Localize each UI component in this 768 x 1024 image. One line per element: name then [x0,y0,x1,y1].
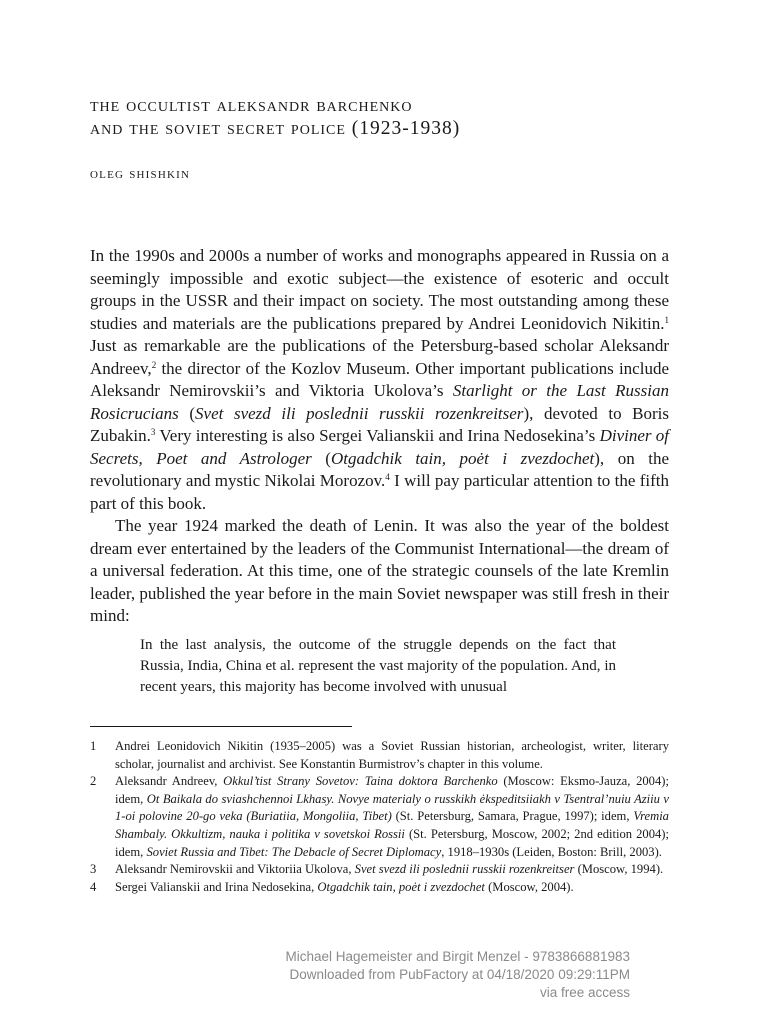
paragraph-2: The year 1924 marked the death of Lenin. It was also the year of the boldest dream ever entertained by the leaders of the Communist International—the dream of a universal federation. At this time, one of the strategic counsels of the late Kremlin leader, published the year before in the main Soviet newspaper was still fresh in their mind: [90,516,669,625]
footnote-text: (Moscow, 2004). [484,879,574,894]
footnote-number: 1 [90,739,97,753]
footnote-2 [90,773,669,861]
footnote-ref-1[interactable]: 1 [664,314,669,325]
download-line-2: Downloaded from PubFactory at 04/18/2020 09:29:11PM [289,967,630,982]
paragraph-1-text: I will pay particular attention to the fifth part of this book. [90,471,670,513]
author-name: oleg shishkin [90,165,191,182]
paragraph-1-text: ( [178,403,196,423]
footnote-book-title: Soviet Russia and Tibet: The Debacle of Secret Diplomacy [146,844,442,859]
download-line-3: via free access [539,985,630,1000]
footnote-text: Andrei Leonidovich Nikitin (1935–2005) was a Soviet Russian historian, archeologist, writer, literary scholar, journalist and archivist. See Konstantin Burmistrov’s chapter in this volume. [115,739,669,771]
footnote-text: (St. Petersburg, Moscow, 2002; 2nd edition 2004); idem, [115,826,670,859]
footnote-text: (Moscow, 1994). [574,862,664,877]
block-quote: In the last analysis, the outcome of the struggle depends on the fact that Russia, India, China et al. represent the vast majority of the population. And, in recent years, this majority has become involved with unusual [140,637,616,695]
footnote-text: Aleksandr Andreev, [115,774,224,789]
paragraph-1 [90,245,669,515]
book-title-starlight: Starlight or the Last Russian Rosicrucians [90,381,669,423]
footnote-number: 4 [90,879,97,894]
paragraph-1-text: Very interesting is also Sergei Valianskii and Irina Nedosekina’s [155,426,600,445]
download-watermark [286,948,630,1002]
article-title [90,94,690,140]
body-text [90,245,669,628]
footnote-text: Sergei Valianskii and Irina Nedosekina, [115,879,318,894]
book-title-diviner: Diviner of Secrets, Poet and Astrologer [90,426,669,468]
footnote-book-title: Svet svezd ili poslednii russkii rozenkreitser [354,862,575,877]
footnote-book-title: Vremia Shambaly. Okkultizm, nauka i politika v sovetskoi Rossii [115,809,669,841]
footnote-ref-4[interactable]: 4 [385,472,390,482]
paragraph-1-text: the director of the Kozlov Museum. Other important publications include Aleksandr Nemirovskii’s and Viktoria Ukolova’s [90,358,669,400]
footnote-ref-2[interactable]: 2 [151,359,157,370]
paragraph-1-text: ( [311,448,331,468]
title-line-2: and the soviet secret police (1923-1938) [90,118,461,139]
footnote-ref-3[interactable]: 3 [150,427,156,437]
footnote-4 [90,879,669,897]
footnote-number: 2 [90,774,97,789]
book-title-otgadchik: Otgadchik tain, poėt i zvezdochet [330,448,595,468]
book-title-svet-svezd: Svet svezd ili poslednii russkii rozenkreitser [195,403,524,423]
footnote-book-title: Okkul’tist Strany Sovetov: Taina doktora Barchenko [223,774,498,789]
footnote-text: , 1918–1930s (Leiden, Boston: Brill, 2003). [441,844,662,859]
footnote-text: Aleksandr Nemirovskii and Viktoriia Ukolova, [115,862,355,877]
footnote-3 [90,861,669,879]
title-line-1: the occultist aleksandr barchenko [90,95,413,116]
footnote-text: (Moscow: Eksmo-Jauza, 2004); idem, [115,774,669,806]
paragraph-1-text: In the 1990s and 2000s a number of works and monographs appeared in Russia on a seemingly impossible and exotic subject—the existence of esoteric and occult groups in the USSR and their impact on society. The most outstanding among these studies and materials are the publications prepared by Andrei Leonidovich Nikitin. [90,246,669,333]
paragraph-1-text: Just as remarkable are the publications of the Petersburg-based scholar Aleksandr Andreev, [90,336,669,378]
footnotes [90,738,669,896]
footnote-1 [90,738,669,773]
download-line-1: Michael Hagemeister and Birgit Menzel - 9783866881983 [285,949,630,964]
paragraph-1-text: ), devoted to Boris Zubakin. [90,403,670,445]
footnote-book-title: Otgadchik tain, poėt i zvezdochet [317,879,485,894]
footnote-book-title: Ot Baikala do sviashchennoi Lkhasy. Novye materialy o russkikh ėkspeditsiiakh v Tsentral’nuiu Aziiu v 1-oi polovine 20-go veka (Buriatiia, Mongoliia, Tibet) [115,791,669,824]
footnote-number: 3 [90,862,97,877]
paragraph-1-text: ), on the revolutionary and mystic Nikolai Morozov. [90,448,669,490]
footnote-text: (St. Petersburg, Samara, Prague, 1997); idem, [391,809,634,824]
footnote-divider [90,726,352,727]
